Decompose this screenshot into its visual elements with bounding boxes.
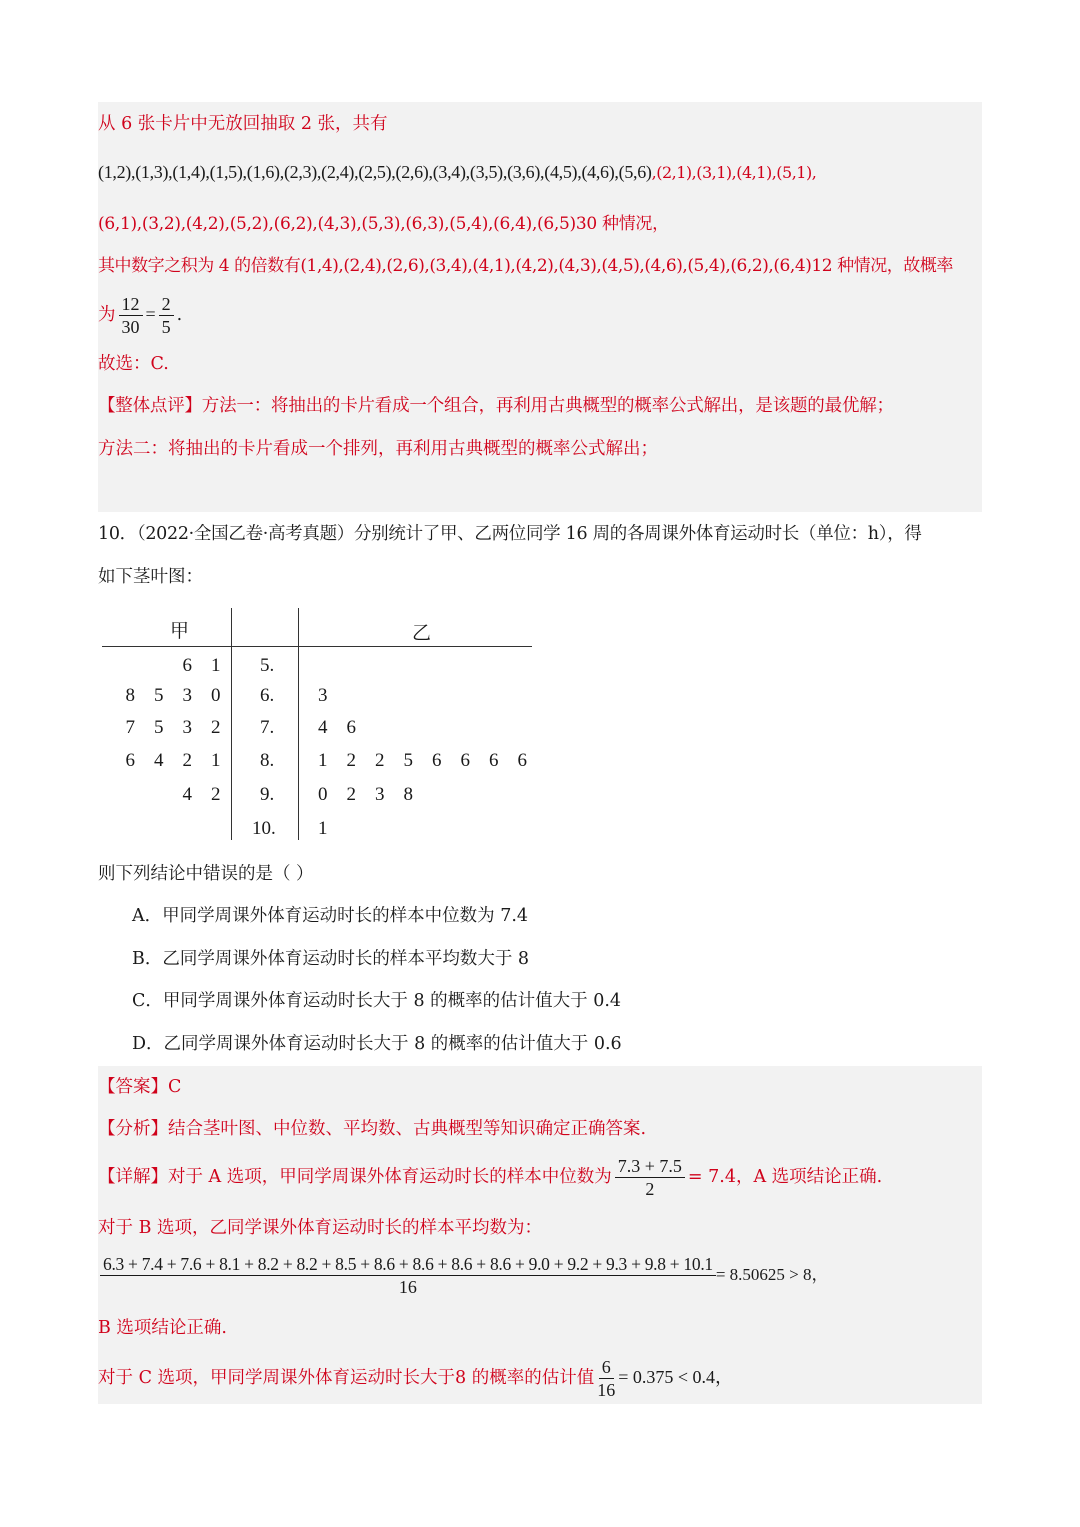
left-divider [231,608,232,840]
leaf-right: 6 [517,750,527,771]
leaf-right: 8 [403,784,413,805]
fraction-numerator: 6 [599,1357,614,1379]
leaf-right: 6 [489,750,499,771]
answer-line: 【答案】C [98,1077,182,1097]
leaf-right: 5 [403,750,413,771]
solution-line-1: 从 6 张卡片中无放回抽取 2 张，共有 [98,114,388,134]
leaf-right: 1 [318,750,328,771]
analysis-line: 【分析】结合茎叶图、中位数、平均数、古典概型等知识确定正确答案. [98,1119,647,1139]
leaf-right: 6 [346,717,356,738]
header-jia: 甲 [170,621,190,642]
leaf-left: 1 [211,750,221,771]
fraction-numerator: 12 [119,294,143,316]
question-stem-line-1: 10．（2022·全国乙卷·高考真题）分别统计了甲、乙两位同学 16 周的各周课外体育运动时长（单位：h），得 [98,524,922,544]
fraction-denominator: 2 [645,1179,655,1199]
fraction-numerator: 7.3 + 7.5 [615,1156,685,1178]
leaf-left: 6 [182,655,192,676]
ordered-pairs-red: ,(2,1),(3,1),(4,1),(5,1), [651,163,817,182]
stem: 7. [260,717,275,738]
option-d: D．乙同学周课外体育运动时长大于 8 的概率的估计值大于 0.6 [132,1034,622,1054]
leaf-left: 8 [125,685,135,706]
fraction-denominator: 16 [398,1277,417,1297]
question-stem-line-2: 如下茎叶图： [98,567,203,587]
right-divider [298,608,299,840]
probability-fraction [597,1357,615,1400]
mean-fraction [100,1254,716,1297]
detail-line-c [98,1352,733,1403]
fraction-denominator: 16 [597,1380,616,1400]
stem: 8. [260,750,275,771]
solution-line-4: 其中数字之积为 4 的倍数有(1,4),(2,4),(2,6),(3,4),(4,1),(4,2),(4,3),(4,5),(4,6),(5,4),(6,2),(6,4)12 种情况，故概率 [98,256,953,276]
leaf-right: 2 [346,784,356,805]
detail-line-b-intro: 对于 B 选项，乙同学课外体育运动时长的样本平均数为： [98,1218,542,1238]
detail-c-prefix: 对于 C 选项，甲同学周课外体育运动时长大于8 的概率的估计值 [98,1368,595,1388]
overall-comment-line-1: 【整体点评】方法一：将抽出的卡片看成一个组合，再利用古典概型的概率公式解出，是该题的最优解； [98,396,894,416]
leaf-left: 3 [182,717,192,738]
detail-a-prefix: 【详解】对于 A 选项，甲同学周课外体育运动时长的样本中位数为 [98,1167,612,1187]
option-a: A．甲同学周课外体育运动时长的样本中位数为 7.4 [132,906,529,926]
leaf-right: 3 [318,685,328,706]
detail-line-a [98,1152,882,1202]
question-prompt: 则下列结论中错误的是（ ） [98,864,314,884]
stem-leaf-plot [102,608,532,840]
leaf-left: 2 [211,717,221,738]
detail-line-b-formula [100,1250,829,1300]
leaf-right: 2 [346,750,356,771]
detail-c-suffix: = 0.375 < 0.4， [618,1367,734,1387]
solution-line-6: 故选：C. [98,354,169,374]
stem: 9. [260,784,275,805]
stem: 10. [252,818,276,839]
leaf-left: 2 [182,750,192,771]
stem: 5. [260,655,275,676]
fraction-numerator: 6.3 + 7.4 + 7.6 + 8.1 + 8.2 + 8.2 + 8.5 + 8.6 + 8.6 + 8.6 + 8.6 + 9.0 + 9.2 + 9.3 + 9.8 + 10.1 [100,1254,716,1276]
median-fraction [615,1156,685,1199]
equals-sign: = [145,304,156,324]
leaf-right: 2 [375,750,385,771]
leaf-right: 0 [318,784,328,805]
leaf-left: 5 [154,685,164,706]
leaf-left: 7 [125,717,135,738]
detail-line-b-conclusion: B 选项结论正确. [98,1318,227,1338]
stem: 6. [260,685,275,706]
mean-result: = 8.50625 > 8， [715,1265,829,1284]
solution-line-3: (6,1),(3,2),(4,2),(5,2),(6,2),(4,3),(5,3),(6,3),(5,4),(6,4),(6,5)30 种情况， [98,214,669,234]
leaf-left: 1 [211,655,221,676]
fraction-denominator: 30 [121,317,140,337]
leaf-left: 0 [211,685,221,706]
leaf-left: 2 [211,784,221,805]
detail-a-suffix: = 7.4，A 选项结论正确. [687,1167,883,1187]
leaf-right: 6 [460,750,470,771]
fraction-12-30 [119,294,143,337]
fraction-numerator: 2 [159,294,174,316]
solution-prefix: 为 [98,305,116,325]
leaf-right: 6 [432,750,442,771]
leaf-right: 3 [375,784,385,805]
fraction-2-5 [159,294,174,337]
ordered-pairs-black: (1,2),(1,3),(1,4),(1,5),(1,6),(2,3),(2,4),(2,5),(2,6),(3,4),(3,5),(3,6),(4,5),(4,6),(5,6) [98,162,652,182]
leaf-left: 3 [182,685,192,706]
option-c: C．甲同学周课外体育运动时长大于 8 的概率的估计值大于 0.4 [132,991,622,1011]
leaf-right: 1 [318,818,328,839]
leaf-right: 4 [318,717,328,738]
leaf-left: 4 [154,750,164,771]
solution-line-2 [98,160,816,185]
solution-line-5 [98,290,182,339]
overall-comment-line-2: 方法二：将抽出的卡片看成一个排列，再利用古典概型的概率公式解出； [98,439,658,459]
header-yi: 乙 [412,623,432,644]
period: . [176,305,183,325]
header-divider [102,646,532,647]
fraction-denominator: 5 [161,317,171,337]
leaf-left: 4 [182,784,192,805]
leaf-left: 5 [154,717,164,738]
leaf-left: 6 [125,750,135,771]
option-b: B．乙同学周课外体育运动时长的样本平均数大于 8 [132,949,530,969]
